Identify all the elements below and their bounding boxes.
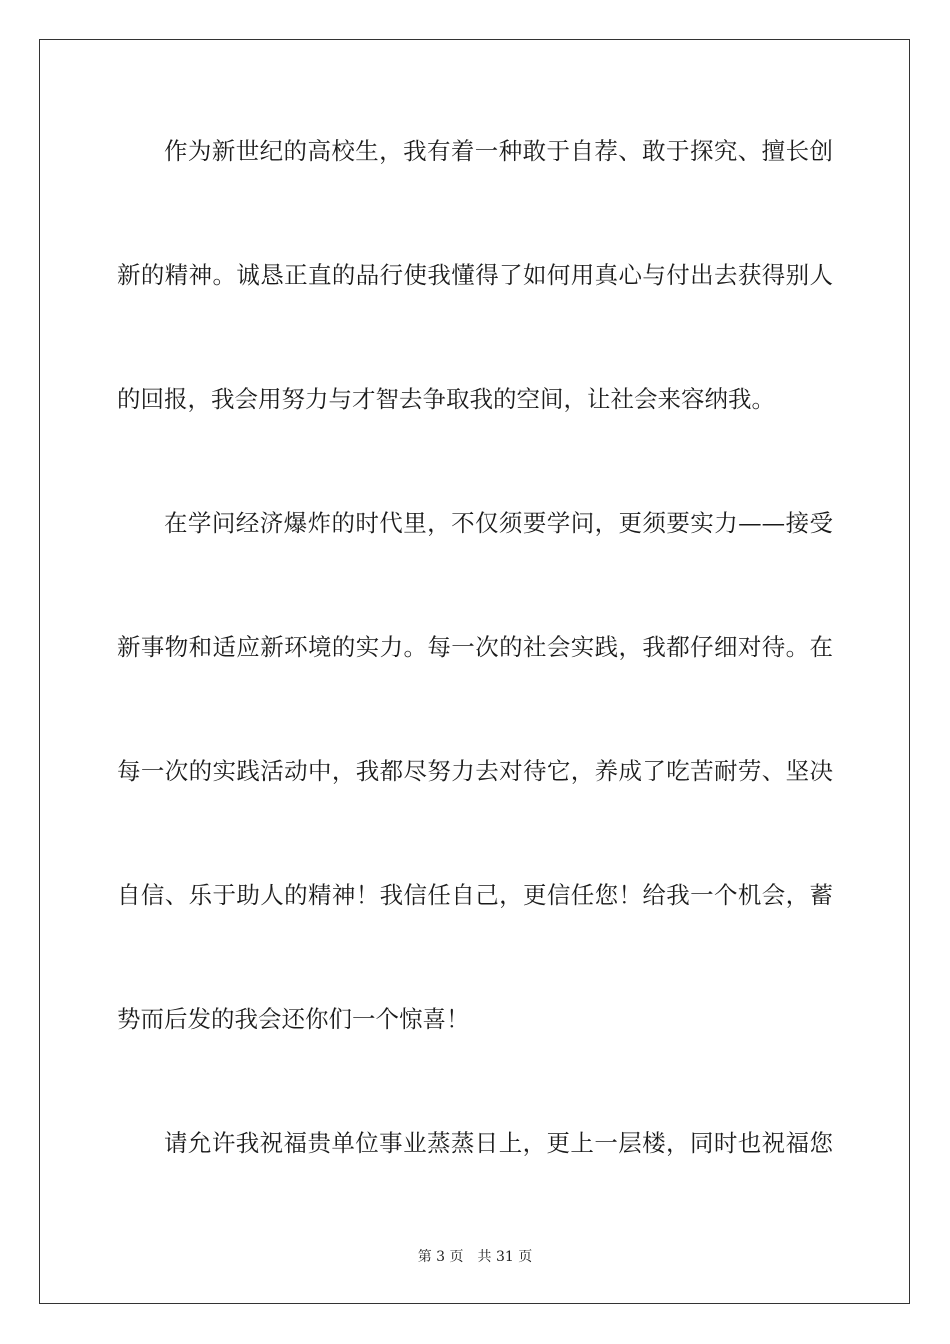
paragraph-line: 的回报，我会用努力与才智去争取我的空间，让社会来容纳我。 bbox=[117, 385, 775, 413]
paragraph-line: 请允许我祝福贵单位事业蒸蒸日上，更上一层楼，同时也祝福您 bbox=[164, 1129, 833, 1157]
paragraph-line: 新的精神。诚恳正直的品行使我懂得了如何用真心与付出去获得别人 bbox=[117, 261, 833, 289]
paragraph-line: 自信、乐于助人的精神！我信任自己，更信任您！给我一个机会，蓄 bbox=[117, 881, 833, 909]
page-number: 第 3 页 bbox=[417, 1249, 464, 1265]
page-total: 共 31 页 bbox=[477, 1249, 533, 1265]
paragraph-line: 新事物和适应新环境的实力。每一次的社会实践，我都仔细对待。在 bbox=[117, 633, 833, 661]
paragraph-line: 势而后发的我会还你们一个惊喜！ bbox=[117, 1005, 470, 1033]
paragraph-line: 在学问经济爆炸的时代里，不仅须要学问，更须要实力——接受 bbox=[164, 509, 833, 537]
paragraph-line: 作为新世纪的高校生，我有着一种敢于自荐、敢于探究、擅长创 bbox=[164, 137, 833, 165]
page-footer bbox=[0, 1245, 950, 1269]
page-border bbox=[39, 39, 910, 1304]
paragraph-line: 每一次的实践活动中，我都尽努力去对待它，养成了吃苦耐劳、坚决 bbox=[117, 757, 833, 785]
